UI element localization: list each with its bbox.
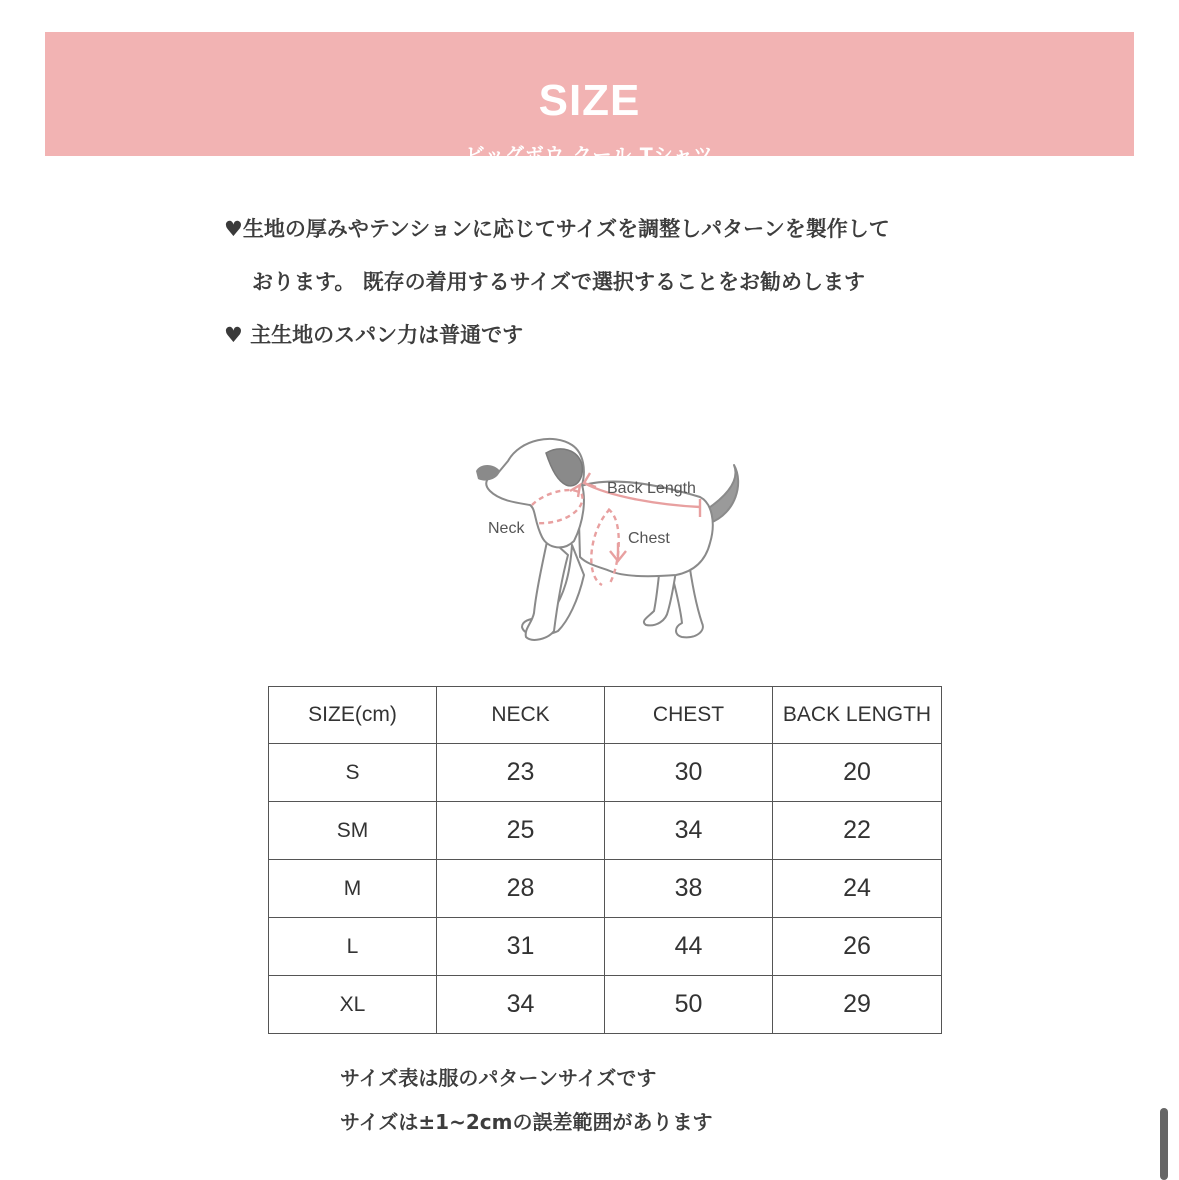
chest-cell: 34 <box>605 802 773 860</box>
neck-cell: 23 <box>437 744 605 802</box>
column-header: BACK LENGTH <box>773 687 942 744</box>
size-table <box>268 686 942 1034</box>
note-text-1: 生地の厚みやテンションに応じてサイズを調整しパターンを製作して <box>242 217 890 241</box>
chest-cell: 44 <box>605 918 773 976</box>
table-header-row <box>269 687 942 744</box>
product-name: ビッグボウ クール Tシャツ <box>465 144 714 166</box>
heart-icon: ♥ <box>224 323 243 347</box>
back-length-cell: 26 <box>773 918 942 976</box>
back-length-cell: 29 <box>773 976 942 1034</box>
column-header: CHEST <box>605 687 773 744</box>
page-title: SIZE <box>538 76 641 125</box>
table-row <box>269 744 942 802</box>
note-line-2: おります。 既存の着用するサイズで選択することをお勧めします <box>252 270 865 294</box>
footer-note-2: サイズは±1~2cmの誤差範囲があります <box>340 1110 713 1134</box>
chest-cell: 50 <box>605 976 773 1034</box>
table-row <box>269 860 942 918</box>
size-cell: SM <box>269 802 437 860</box>
chest-cell: 38 <box>605 860 773 918</box>
dog-measurement-diagram <box>460 425 760 655</box>
neck-cell: 25 <box>437 802 605 860</box>
size-cell: XL <box>269 976 437 1034</box>
back-length-cell: 22 <box>773 802 942 860</box>
chest-cell: 30 <box>605 744 773 802</box>
note-line-3 <box>224 319 523 349</box>
back-length-cell: 20 <box>773 744 942 802</box>
size-cell: M <box>269 860 437 918</box>
table-row <box>269 976 942 1034</box>
neck-cell: 34 <box>437 976 605 1034</box>
footer-note-1: サイズ表は服のパターンサイズです <box>340 1066 657 1090</box>
note-text-3: 主生地のスパン力は普通です <box>250 323 524 347</box>
title-banner <box>45 32 1134 166</box>
size-cell: L <box>269 918 437 976</box>
size-cell: S <box>269 744 437 802</box>
back-length-cell: 24 <box>773 860 942 918</box>
column-header: SIZE(cm) <box>269 687 437 744</box>
heart-icon: ♥ <box>224 217 243 241</box>
table-row <box>269 918 942 976</box>
column-header: NECK <box>437 687 605 744</box>
scrollbar[interactable] <box>1160 1108 1168 1180</box>
neck-cell: 28 <box>437 860 605 918</box>
table-row <box>269 802 942 860</box>
chest-label: Chest <box>628 530 670 547</box>
neck-cell: 31 <box>437 918 605 976</box>
note-line-1 <box>224 213 890 243</box>
neck-label: Neck <box>488 520 525 537</box>
back-length-label: Back Length <box>607 480 696 497</box>
